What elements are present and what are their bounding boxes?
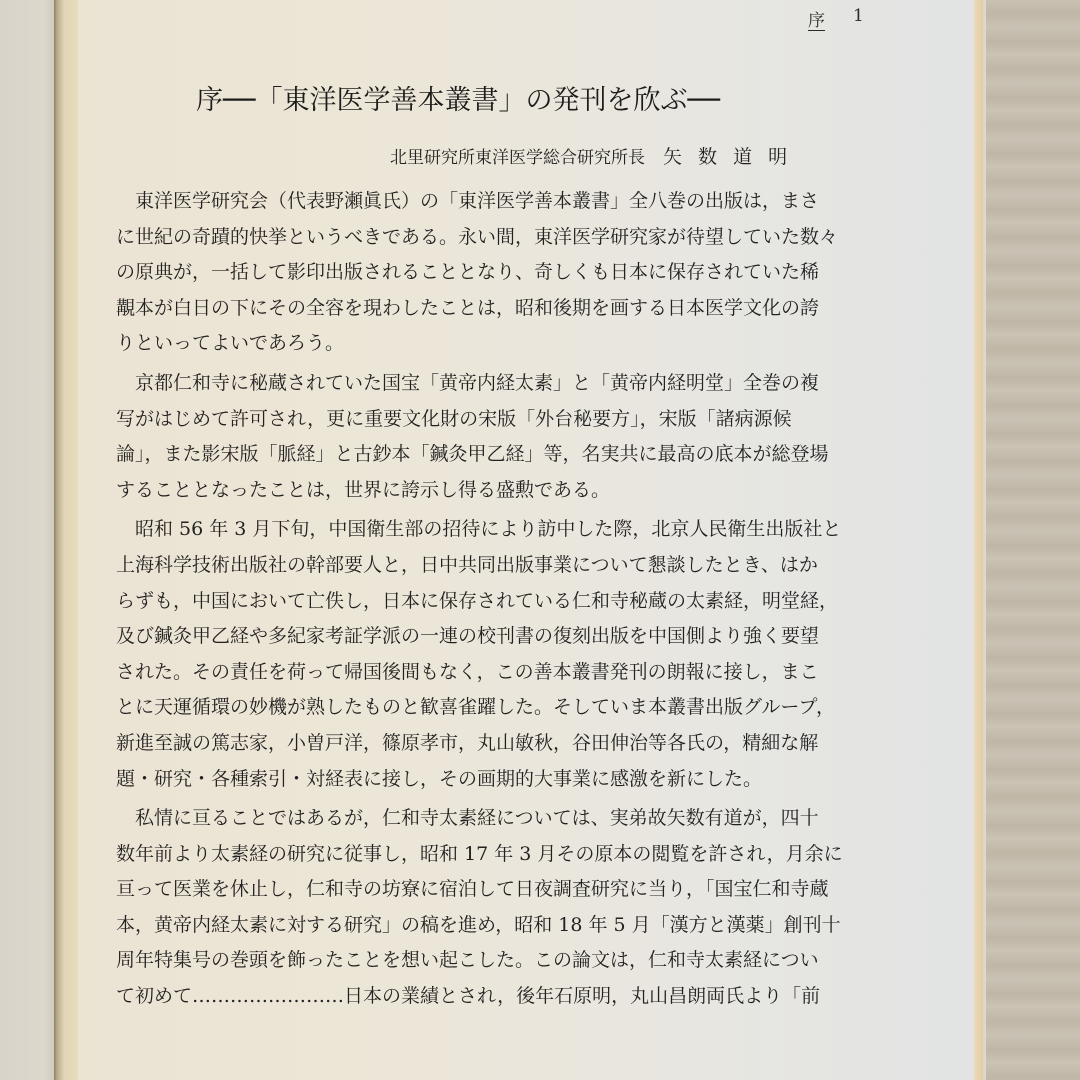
text-line: 及び鍼灸甲乙経や多紀家考証学派の一連の校刊書の復刻出版を中国側より強く要望 <box>116 625 820 648</box>
page-title: 序──「東洋医学善本叢書」の発刊を欣ぶ── <box>196 85 721 116</box>
text-line: 覯本が白日の下にその全容を現わしたことは，昭和後期を画する日本医学文化の誇 <box>116 296 820 319</box>
text-line: らずも，中国において亡佚し，日本に保存されている仁和寺秘蔵の太素経，明堂経， <box>116 589 839 612</box>
table-surface <box>986 0 1080 1080</box>
body-text <box>116 184 843 1015</box>
running-head <box>808 6 864 31</box>
facing-page <box>0 0 56 1080</box>
text-line: 上海科学技術出版社の幹部要人と，日中共同出版事業について懇談したとき、はか <box>116 553 818 576</box>
paragraph-4 <box>116 801 843 1015</box>
page-number: 1 <box>853 6 864 26</box>
text-line: 東洋医学研究会（代表野瀬眞氏）の「東洋医学善本叢書」全八巻の出版は，まさ <box>135 190 820 212</box>
text-line: 私情に亘ることではあるが，仁和寺太素経については、実弟故矢数有道が，四十 <box>135 807 819 830</box>
paragraph-3 <box>116 512 842 797</box>
text-line: 論」，また影宋版「脈経」と古鈔本「鍼灸甲乙経」等，名実共に最高の底本が総登場 <box>116 443 829 466</box>
text-line: 昭和 56 年 3 月下旬，中国衛生部の招待により訪中した際，北京人民衛生出版社と <box>135 518 842 541</box>
text-line: りといってよいであろう。 <box>116 332 345 355</box>
text-line: の原典が，一括して影印出版されることとなり、奇しくも日本に保存されていた稀 <box>116 261 820 284</box>
text-line: 新進至誠の篤志家，小曽戸洋，篠原孝市，丸山敏秋，谷田伸治等各氏の，精細な解 <box>116 731 819 754</box>
text-line: 亘って医業を休止し，仁和寺の坊寮に宿泊して日夜調査研究に当り，「国宝仁和寺蔵 <box>116 878 829 901</box>
text-line: 数年前より太素経の研究に従事し，昭和 17 年 3 月その原本の閲覧を許され，月余に <box>116 842 843 865</box>
running-head-label: 序 <box>808 11 825 31</box>
text-line: 周年特集号の巻頭を飾ったことを想い起こした。この論文は，仁和寺太素経につい <box>116 949 819 972</box>
text-line: された。その責任を荷って帰国後間もなく，この善本叢書発刊の朗報に接し，まこ <box>116 660 819 683</box>
paragraph-2 <box>116 366 829 508</box>
text-line: に世紀の奇蹟的快挙というべきである。永い間，東洋医学研究家が待望していた数々 <box>116 225 839 248</box>
text-line: 本，黄帝内経太素に対する研究」の稿を進め，昭和 18 年 5 月「漢方と漢薬」創刊十 <box>116 913 841 936</box>
text-line: することとなったことは，世界に誇示し得る盛勲である。 <box>116 478 611 501</box>
text-line: 題・研究・各種索引・対経表に接し，その画期的大事業に感激を新にした。 <box>116 767 763 790</box>
text-line: 京都仁和寺に秘蔵されていた国宝「黄帝内経太素」と「黄帝内経明堂」全巻の複 <box>135 371 820 394</box>
paragraph-1 <box>116 184 839 362</box>
author-line <box>390 142 792 169</box>
text-line: て初めて……………………日本の業績とされ，後年石原明，丸山昌朗両氏より「前 <box>116 985 821 1008</box>
book-gutter <box>54 0 80 1080</box>
author-affiliation: 北里研究所東洋医学総合研究所長 <box>390 148 645 168</box>
text-line: とに天運循環の妙機が熟したものと歓喜雀躍した。そしていま本叢書出版グループ， <box>116 696 835 719</box>
author-name: 矢 数 道 明 <box>663 146 793 168</box>
page-edge-stack <box>972 0 986 1080</box>
text-line: 写がはじめて許可され，更に重要文化財の宋版「外台秘要方」，宋版「諸病源候 <box>116 407 792 430</box>
